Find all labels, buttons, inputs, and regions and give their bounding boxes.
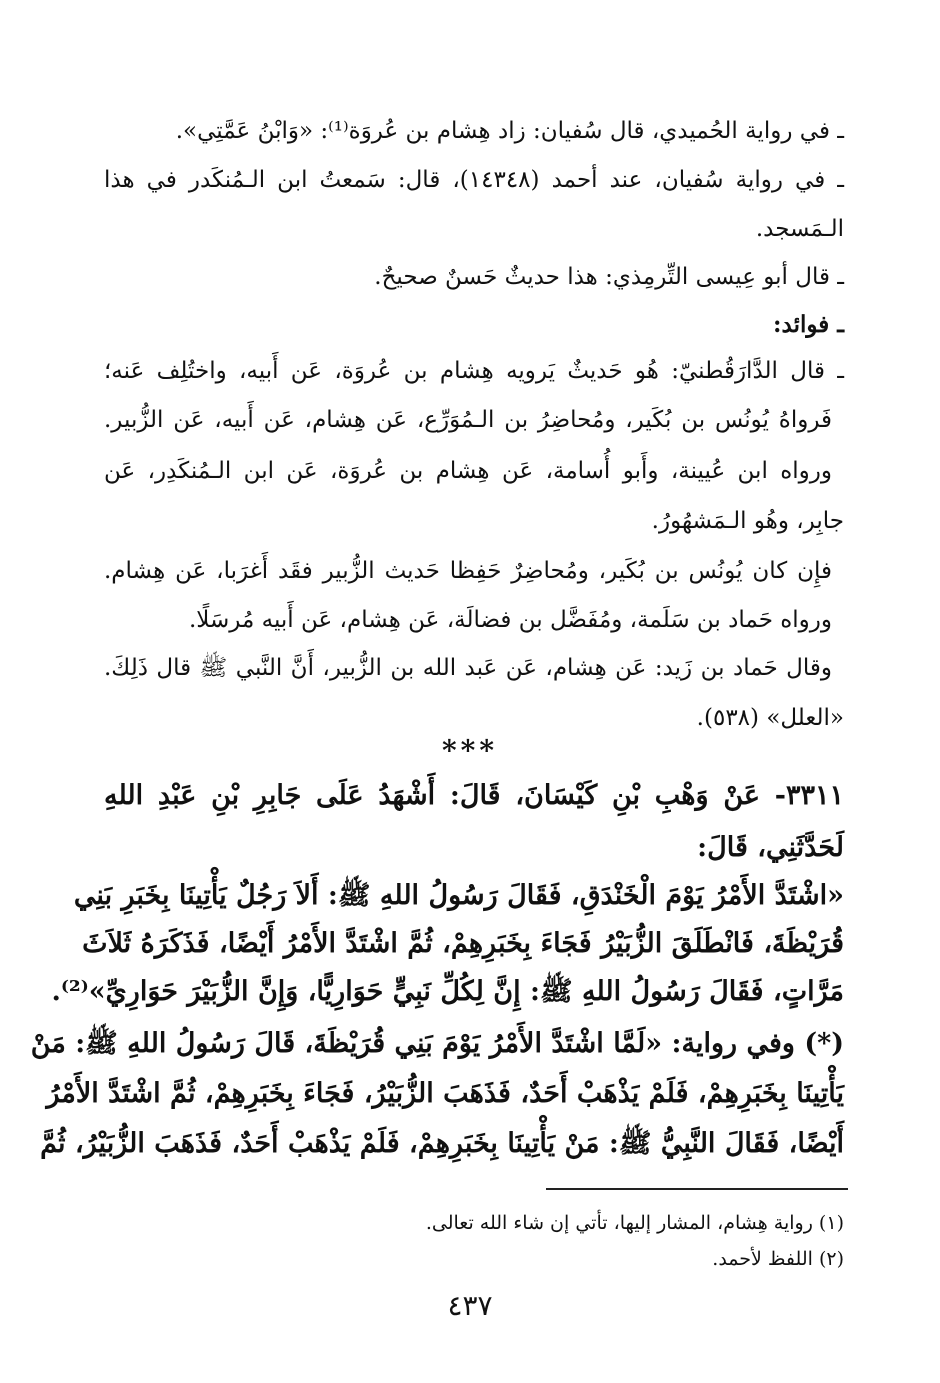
hadith-line: ٣٣١١- عَنْ وَهْبِ بْنِ كَيْسَانَ، قَالَ: أَشْهَدُ عَلَى جَابِرِ بْنِ عَبْدِ اللهِ — [104, 780, 844, 811]
page-number: ٤٣٧ — [447, 1289, 493, 1322]
section-separator: *** — [442, 734, 498, 767]
text-line: فإِن كان يُونُس بن بُكَير، ومُحاضِرٌ حَفِظا حَديث الزُّبير فقَد أَغرَبا، عَن هِشام. — [104, 558, 832, 584]
hadith-line: (*) وفي رواية: «لَمَّا اشْتَدَّ الأَمْرُ يَوْمَ بَنِي قُرَيْظَةَ، قَالَ رَسُولُ اللهِ ﷺ: مَنْ — [30, 1028, 844, 1059]
hadith-line: قُرَيْظَةَ، فَانْطَلَقَ الزُّبَيْرُ فَجَاءَ بِخَبَرِهِمْ، ثُمَّ اشْتَدَّ الأَمْرُ أَيْضًا، فَذَكَرَهُ ثَلاَثَ — [82, 928, 844, 959]
hadith-line: لَحَدَّثَنِي، قَالَ: — [697, 832, 844, 863]
text-line: ـ قال أبو عِيسى التِّرمِذي: هذا حديثٌ حَسنٌ صحيحٌ. — [374, 264, 844, 290]
text-line: ورواه ابن عُيينة، وأَبو أُسامة، عَن هِشام بن عُروَة، عَن ابن الـمُنكَدِر، عَن — [104, 458, 832, 484]
footnote: (٢) اللفظ لأحمد. — [712, 1248, 844, 1270]
footnote-divider — [546, 1188, 848, 1190]
hadith-line: «اشْتَدَّ الأَمْرُ يَوْمَ الْخَنْدَقِ، فَقَالَ رَسُولُ اللهِ ﷺ: أَلاَ رَجُلٌ يَأْتِينَا بِخَبَرِ بَنِي — [73, 880, 844, 911]
text-line: ـ قال الدَّارَقُطنيّ: هُو حَديثٌ يَرويه هِشام بن عُروَة، عَن أَبيه، واختُلِف عَنه؛ — [104, 358, 844, 384]
text-line: الـمَسجد. — [755, 216, 844, 242]
footnote: (١) رواية هِشام، المشار إليها، تأتي إن شاء الله تعالى. — [425, 1212, 844, 1234]
text-line: وقال حَماد بن زَيد: عَن هِشام، عَن عَبد الله بن الزُّبير، أَنَّ النَّبي ﷺ قال ذَلِكَ. — [104, 655, 832, 681]
text-line: فَرواهُ يُونُس بن بُكَير، ومُحاضِرُ بن الـمُوَرِّع، عَن هِشام، عَن أَبيه، عَن الزُّبير. — [104, 407, 832, 433]
text-line: ـ في رواية الحُميدي، قال سُفيان: زاد هِشام بن عُروَة⁽¹⁾: «وَابْنُ عَمَّتِي». — [175, 118, 844, 144]
text-line: ـ في رواية سُفيان، عند أحمد (١٤٣٤٨)، قال: سَمعتُ ابن الـمُنكَدر في هذا — [104, 167, 844, 193]
text-line: جابِر، وهُو الـمَشهُورُ. — [651, 508, 844, 534]
hadith-line: يَأْتِينَا بِخَبَرِهِمْ، فَلَمْ يَذْهَبْ أَحَدٌ، فَذَهَبَ الزُّبَيْرُ، فَجَاءَ بِخَبَرِهِمْ، ثُمَّ اشْتَدَّ الأَمْرُ — [46, 1078, 844, 1109]
text-line: «العلل» (٥٣٨). — [696, 705, 844, 731]
hadith-line: أَيْضًا، فَقَالَ النَّبِيُّ ﷺ: مَنْ يَأْتِينَا بِخَبَرِهِمْ، فَلَمْ يَذْهَبْ أَحَدٌ، فَذَهَبَ الزُّبَيْرُ، ثُمَّ — [40, 1128, 844, 1159]
text-line: ورواه حَماد بن سَلَمة، ومُفَضَّل بن فضالَة، عَن هِشام، عَن أَبيه مُرسَلًا. — [188, 607, 832, 633]
section-heading: ـ فوائد: — [773, 311, 844, 338]
hadith-line: مَرَّاتٍ، فَقَالَ رَسُولُ اللهِ ﷺ: إِنَّ لِكُلِّ نَبِيٍّ حَوَارِيًّا، وَإِنَّ الزُّبَيْرَ حَوَارِيِّ»⁽²⁾. — [51, 976, 844, 1007]
